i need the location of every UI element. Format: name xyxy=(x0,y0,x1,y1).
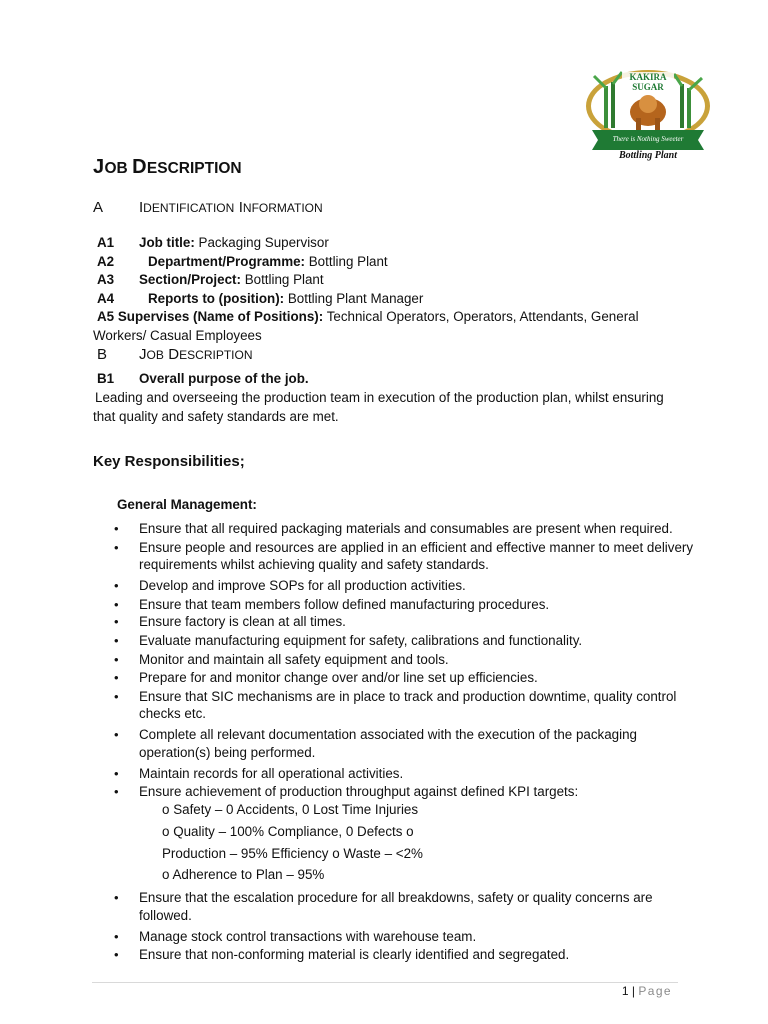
field-a2-value: Bottling Plant xyxy=(308,254,388,269)
page-title xyxy=(93,156,242,179)
purpose-line2: that quality and safety standards are met. xyxy=(93,409,339,424)
field-b1-label: Overall purpose of the job. xyxy=(139,371,309,386)
key-responsibilities-heading: Key Responsibilities; xyxy=(93,453,245,470)
field-a3-label: Section/Project: xyxy=(139,272,241,287)
page-footer xyxy=(540,983,672,999)
kpi-safety xyxy=(162,801,418,819)
section-a-h1-first: I xyxy=(139,199,144,216)
section-b-h1-rest: OB xyxy=(146,348,164,362)
logo-brand-line2: SUGAR xyxy=(632,82,664,92)
kpi-waste-text: Waste – <2% xyxy=(343,846,423,861)
bullet-icon: • xyxy=(114,890,119,905)
field-a2-code: A2 xyxy=(97,254,115,269)
sub-bullet-icon: o xyxy=(162,802,170,817)
field-a1-code: A1 xyxy=(97,235,115,250)
list-item: Ensure that the escalation procedure for all breakdowns, safety or quality concerns are xyxy=(139,890,653,905)
field-a4-value: Bottling Plant Manager xyxy=(287,291,424,306)
bullet-icon: • xyxy=(114,670,119,685)
field-a5-label: A5 Supervises (Name of Positions): xyxy=(97,309,324,324)
field-a1-label: Job title: xyxy=(139,235,195,250)
section-a-h2-rest: NFORMATION xyxy=(242,201,323,215)
kpi-plan xyxy=(162,866,324,884)
section-a-letter: A xyxy=(93,199,104,216)
bullet-icon: • xyxy=(114,540,119,555)
section-b-h2-rest: ESCRIPTION xyxy=(179,348,253,362)
kpi-plan-text: Adherence to Plan – 95% xyxy=(172,867,325,882)
list-item: Ensure that team members follow defined manufacturing procedures. xyxy=(139,597,550,612)
field-a3-value: Bottling Plant xyxy=(244,272,324,287)
kpi-quality-text: Quality – 100% Compliance, 0 Defects xyxy=(173,824,403,839)
section-b-h1-first: J xyxy=(139,346,147,363)
list-item: Evaluate manufacturing equipment for safety, calibrations and functionality. xyxy=(139,633,583,648)
field-a1 xyxy=(139,234,329,252)
list-item: Ensure that SIC mechanisms are in place to track and production downtime, quality control xyxy=(139,689,677,704)
field-a1-value: Packaging Supervisor xyxy=(198,235,329,250)
list-item-continuation: followed. xyxy=(139,908,192,923)
sub-bullet-icon: o xyxy=(162,867,170,882)
field-a2 xyxy=(148,253,388,271)
kpi-production-waste xyxy=(162,845,423,863)
bullet-icon: • xyxy=(114,689,119,704)
kpi-production-text: Production – 95% Efficiency xyxy=(162,846,329,861)
bullet-icon: • xyxy=(114,633,119,648)
field-b1-code: B1 xyxy=(97,371,115,386)
list-item: Prepare for and monitor change over and/or line set up efficiencies. xyxy=(139,670,538,685)
section-a-heading xyxy=(139,199,323,217)
section-b-heading xyxy=(139,346,252,364)
field-a3 xyxy=(139,271,324,289)
kpi-quality xyxy=(162,823,414,841)
list-item: Ensure achievement of production throughput against defined KPI targets: xyxy=(139,784,579,799)
list-item: Maintain records for all operational activities. xyxy=(139,766,404,781)
bullet-icon: • xyxy=(114,766,119,781)
section-a-h1-rest: DENTIFICATION xyxy=(143,201,235,215)
page-label: Page xyxy=(638,984,672,998)
list-item-continuation: checks etc. xyxy=(139,706,206,721)
bullet-icon: • xyxy=(114,727,119,742)
section-a-h2-first: I xyxy=(238,199,243,216)
title-first-rest: OB xyxy=(104,160,128,177)
kpi-safety-text: Safety – 0 Accidents, 0 Lost Time Injuries xyxy=(173,802,419,817)
bullet-icon: • xyxy=(114,597,119,612)
field-a4-code: A4 xyxy=(97,291,115,306)
field-a5-value-line2: Workers/ Casual Employees xyxy=(93,328,262,343)
bullet-icon: • xyxy=(114,614,119,629)
list-item: Develop and improve SOPs for all production activities. xyxy=(139,578,466,593)
bullet-icon: • xyxy=(114,784,119,799)
list-item: Ensure that non-conforming material is clearly identified and segregated. xyxy=(139,947,570,962)
page-separator: | xyxy=(631,984,636,998)
kakira-sugar-logo xyxy=(584,68,712,164)
logo-brand-line1: KAKIRA xyxy=(629,72,667,82)
bullet-icon: • xyxy=(114,929,119,944)
section-b-h2-first: D xyxy=(168,346,180,363)
list-item-continuation: operation(s) being performed. xyxy=(139,745,316,760)
title-first-letter: J xyxy=(93,156,105,178)
title-second-rest: ESCRIPTION xyxy=(146,160,242,177)
list-item: Ensure factory is clean at all times. xyxy=(139,614,346,629)
section-b-letter: B xyxy=(97,346,108,363)
list-item-continuation: requirements whilst achieving quality and safety standards. xyxy=(139,557,489,572)
bullet-icon: • xyxy=(114,578,119,593)
list-item: Manage stock control transactions with warehouse team. xyxy=(139,929,477,944)
list-item: Ensure people and resources are applied in an efficient and effective manner to meet delivery xyxy=(139,540,694,555)
field-a4-label: Reports to (position): xyxy=(148,291,285,306)
bullet-icon: • xyxy=(114,652,119,667)
field-a3-code: A3 xyxy=(97,272,115,287)
logo-tagline: There is Nothing Sweeter xyxy=(612,135,684,143)
field-a5 xyxy=(97,308,639,326)
page-number: 1 xyxy=(621,984,629,998)
list-item: Monitor and maintain all safety equipment and tools. xyxy=(139,652,449,667)
general-management-subheading: General Management: xyxy=(117,497,257,512)
bullet-icon: • xyxy=(114,947,119,962)
field-a4 xyxy=(148,290,423,308)
sub-bullet-icon: o xyxy=(406,824,414,839)
field-a2-label: Department/Programme: xyxy=(148,254,306,269)
field-a5-value-line1: Technical Operators, Operators, Attendants, General xyxy=(326,309,639,324)
purpose-line1: Leading and overseeing the production team in execution of the production plan, whilst ensuring xyxy=(95,390,664,405)
sub-bullet-icon: o xyxy=(332,846,340,861)
list-item: Complete all relevant documentation associated with the execution of the packaging xyxy=(139,727,637,742)
logo-subtitle: Bottling Plant xyxy=(618,150,678,161)
title-second-letter: D xyxy=(132,156,147,178)
sub-bullet-icon: o xyxy=(162,824,170,839)
bullet-icon: • xyxy=(114,521,119,536)
list-item: Ensure that all required packaging materials and consumables are present when required. xyxy=(139,521,673,536)
